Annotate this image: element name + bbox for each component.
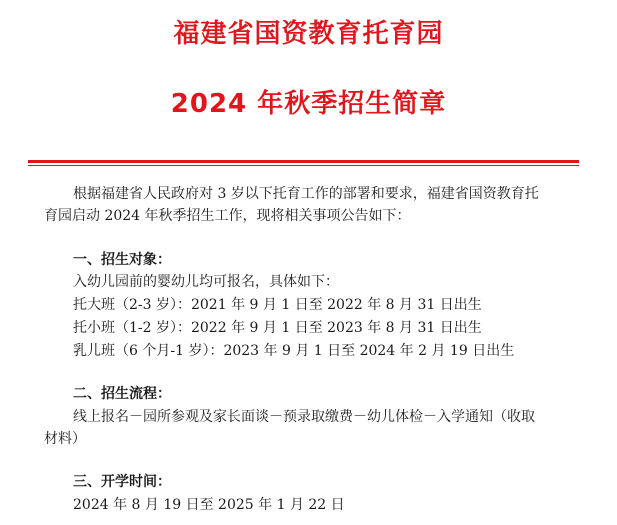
section-heading-start-date: 三、开学时间：	[73, 474, 171, 490]
list-item: 托小班（1-2 岁）：2022 年 9 月 1 日至 2023 年 8 月 31 日出生	[73, 320, 482, 336]
section-heading-enrollment-process: 二、招生流程：	[73, 386, 171, 402]
document-subtitle: 2024 年秋季招生简章	[170, 89, 447, 119]
list-item: 托大班（2-3 岁）：2021 年 9 月 1 日至 2022 年 8 月 31 日出生	[73, 297, 482, 313]
list-item: 入幼儿园前的婴幼儿均可报名，具体如下：	[73, 274, 339, 290]
document-title: 福建省国资教育托育园	[173, 19, 444, 49]
process-line-1: 线上报名－园所参观及家长面谈－预录取缴费－幼儿体检－入学通知（收取	[73, 409, 535, 425]
red-divider-thick	[28, 160, 579, 163]
intro-line-2: 育园启动 2024 年秋季招生工作，现将相关事项公告如下：	[44, 208, 411, 224]
intro-line-1: 根据福建省人民政府对 3 岁以下托育工作的部署和要求，福建省国资教育托	[73, 186, 539, 202]
red-divider-thin	[28, 165, 579, 166]
section-heading-enrollment-targets: 一、招生对象：	[73, 252, 171, 268]
list-item: 乳儿班（6 个月-1 岁）：2023 年 9 月 1 日至 2024 年 2 月 19 日出生	[73, 343, 515, 359]
start-date-value: 2024 年 8 月 19 日至 2025 年 1 月 22 日	[73, 497, 345, 513]
process-line-2: 材料）	[44, 431, 86, 447]
